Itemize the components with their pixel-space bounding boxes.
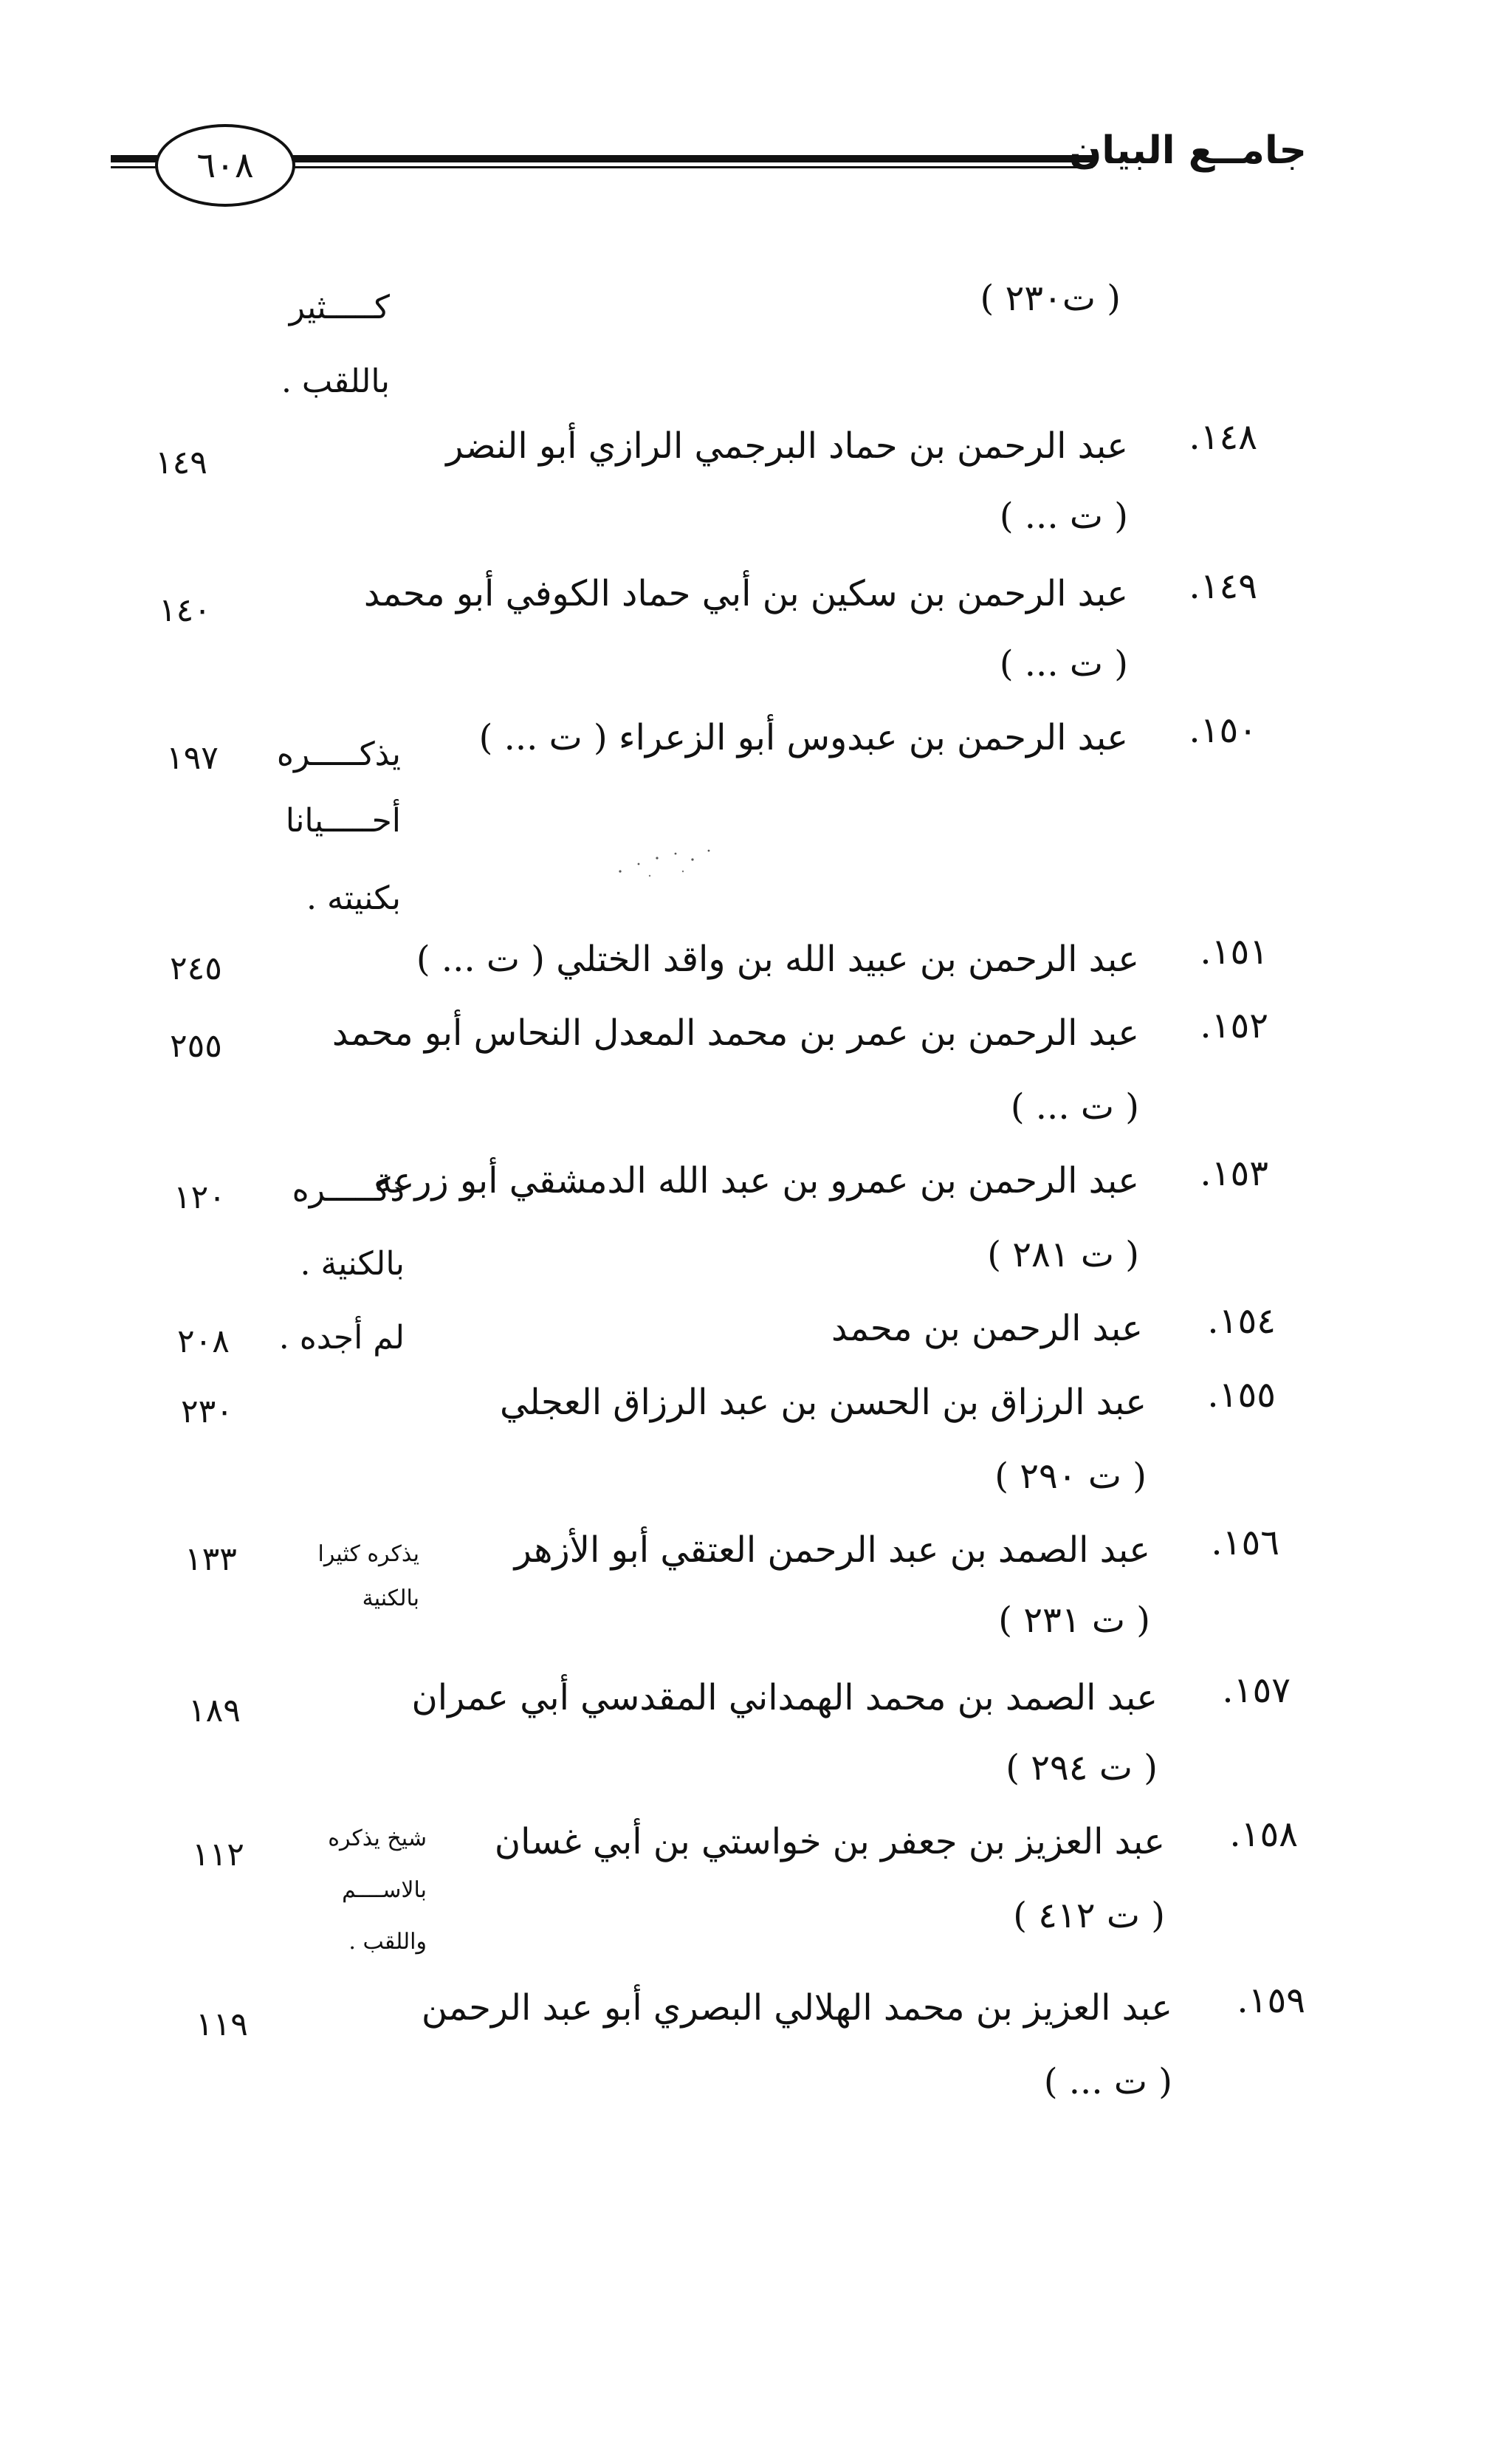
entry-number: ١٥٤. — [1207, 1300, 1276, 1342]
entry-death: ( ت ... ) — [1043, 2061, 1172, 2102]
entry-note-line-2: بالاســــم — [342, 1877, 427, 1903]
entry-number: ١٤٨. — [1189, 416, 1257, 458]
entry-page-ref: ١٩٧ — [166, 739, 219, 777]
entry-number: ١٥٩. — [1237, 1980, 1305, 2021]
entry-death: ( ت ٢٣١ ) — [998, 1599, 1150, 1641]
entry-number: ١٥٧. — [1222, 1670, 1291, 1711]
entry-page-ref: ٢٣٠ — [181, 1393, 233, 1430]
entry-name: عبد الرزاق بن الحسن بن عبد الرزاق العجلي — [500, 1382, 1147, 1423]
entry-note-line-2: بالكنية — [362, 1585, 419, 1611]
entry-death: ( ت ٢٩٠ ) — [994, 1455, 1147, 1497]
entry-name: عبد الصمد بن عبد الرحمن العتقي أبو الأزهر — [514, 1529, 1150, 1571]
entry-note-line-2: أحـــــيانا — [285, 802, 401, 840]
entry-number: ١٥٢. — [1200, 1005, 1268, 1046]
entry-number: ١٥٥. — [1207, 1374, 1276, 1416]
entry-note-line-3: بكنيته . — [306, 879, 401, 917]
entry-number: ١٥٣. — [1200, 1153, 1268, 1194]
entry-note-line-1: يذكـــــره — [276, 735, 401, 773]
entry-page-ref: ١٨٩ — [188, 1692, 241, 1729]
entry-note-line-3: واللقب . — [348, 1929, 427, 1955]
entry-name: عبد الرحمن بن محمد — [831, 1308, 1143, 1349]
entry-name: عبد الرحمن بن حماد البرجمي الرازي أبو النضر — [446, 425, 1128, 467]
page-header — [111, 118, 1307, 214]
entry-page-ref: ٢٠٨ — [177, 1323, 230, 1360]
book-title: جامــع البيان — [1068, 128, 1307, 173]
entry-death: ( ت ٤١٢ ) — [1013, 1895, 1165, 1936]
entry-number: ١٥٦. — [1211, 1522, 1279, 1563]
entry-note-line-1: شيخ يذكره — [328, 1825, 427, 1851]
entry-death: ( ت ... ) — [1010, 1086, 1139, 1128]
entry-number: ١٤٩. — [1189, 566, 1257, 607]
entry-name: عبد العزيز بن جعفر بن خواستي بن أبي غسان — [494, 1821, 1165, 1862]
top-death-paren: ( ت٢٣٠ ) — [980, 278, 1121, 319]
entry-death: ( ت ٢٨١ ) — [987, 1234, 1139, 1275]
entry-page-ref: ٢٥٥ — [170, 1027, 222, 1065]
entry-page-ref: ١٢٠ — [173, 1179, 226, 1216]
entry-page-ref: ١٣٣ — [185, 1540, 237, 1578]
entry-name: عبد العزيز بن محمد الهلالي البصري أبو عبد الرحمن — [421, 1987, 1172, 2029]
entry-name: عبد الرحمن بن سكين بن أبي حماد الكوفي أبو محمد — [363, 573, 1128, 614]
top-note-line-2: باللقب . — [281, 363, 390, 400]
entry-page-ref: ١١٢ — [192, 1836, 244, 1873]
entry-page-ref: ١١٩ — [196, 2006, 248, 2043]
entry-death: ( ت ... ) — [999, 643, 1128, 685]
entry-death: ( ت ... ) — [999, 496, 1128, 537]
entry-name: عبد الرحمن بن عبدوس أبو الزعراء ( ت ... ) — [478, 717, 1128, 758]
entry-name: عبد الرحمن بن عمر بن محمد المعدل النحاس أبو محمد — [331, 1012, 1139, 1054]
top-note-line-1: كـــــثير — [289, 289, 390, 326]
entry-note-line-2: بالكنية . — [300, 1245, 405, 1283]
entry-number: ١٥٠. — [1189, 710, 1257, 751]
entry-page-ref: ١٤٠ — [159, 592, 211, 629]
entry-note-line-1: ذكـــــره — [292, 1171, 405, 1209]
page-number: ٦٠٨ — [155, 124, 295, 207]
entry-number: ١٥١. — [1200, 931, 1268, 973]
entry-note-line-1: لم أجده . — [278, 1319, 405, 1357]
scan-speckle — [605, 842, 724, 886]
entry-page-ref: ٢٤٥ — [170, 950, 222, 987]
entry-note-line-1: يذكره كثيرا — [317, 1541, 419, 1567]
entry-name: عبد الرحمن بن عمرو بن عبد الله الدمشقي أبو زرعة — [374, 1160, 1139, 1201]
entry-page-ref: ١٤٩ — [155, 444, 207, 481]
entry-name: عبد الصمد بن محمد الهمداني المقدسي أبي عمران — [411, 1677, 1158, 1718]
entry-number: ١٥٨. — [1229, 1814, 1298, 1855]
entry-death: ( ت ٢٩٤ ) — [1006, 1747, 1158, 1789]
entry-name: عبد الرحمن بن عبيد الله بن واقد الختلي ( ت ... ) — [416, 939, 1139, 980]
